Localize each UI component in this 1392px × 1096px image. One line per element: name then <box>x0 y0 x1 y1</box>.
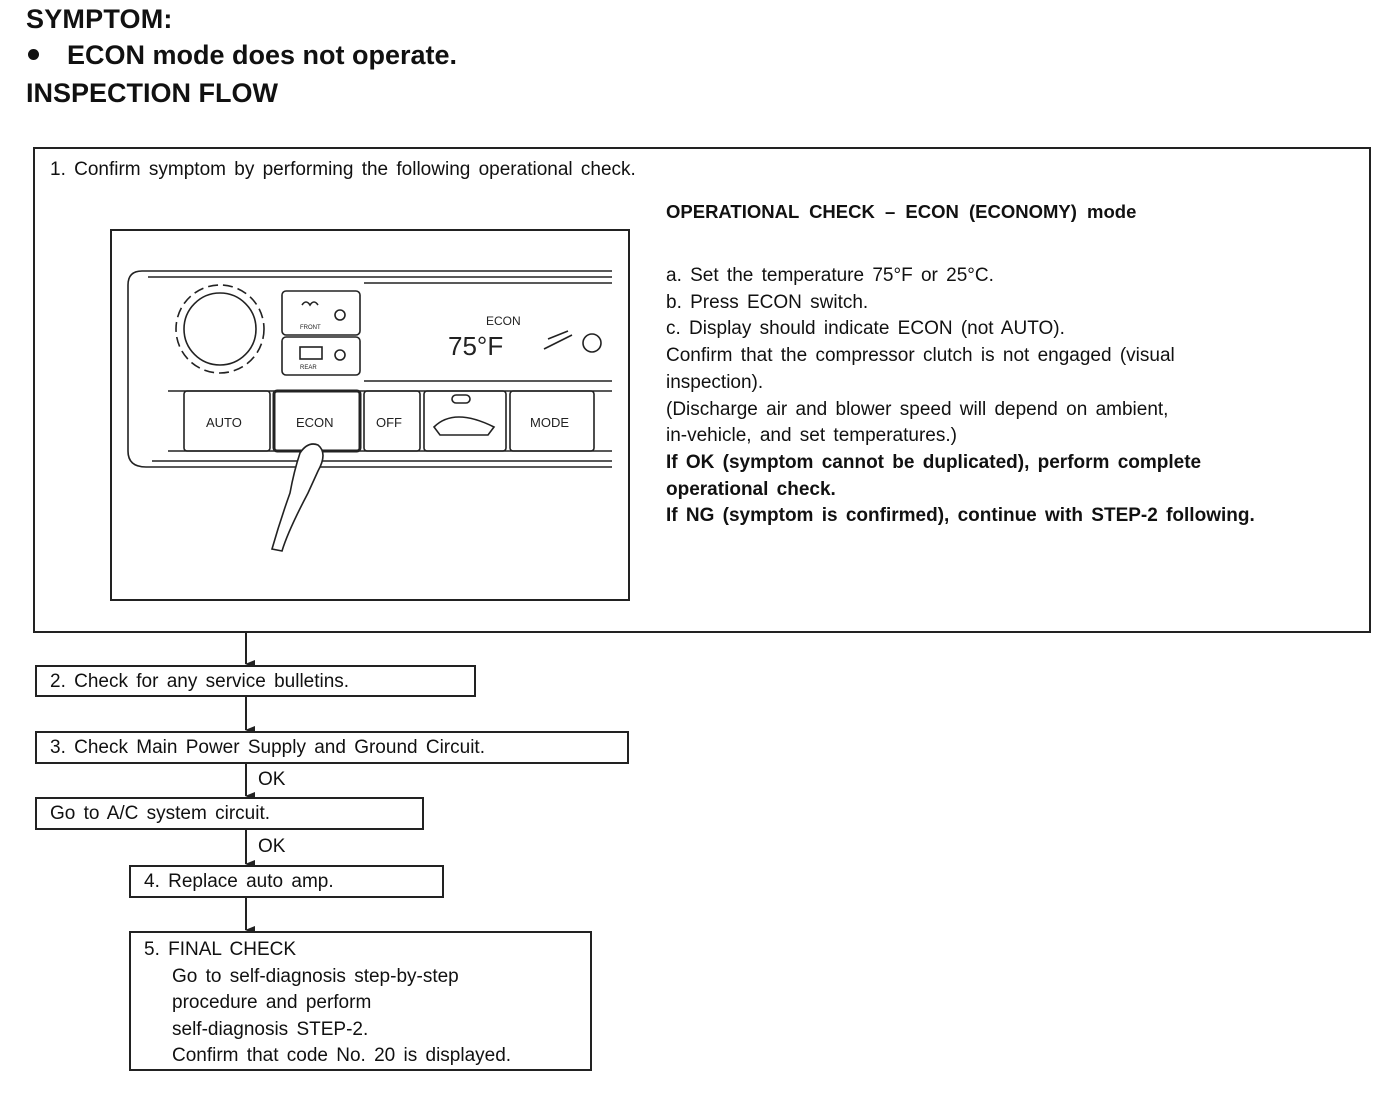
display-temp-text: 75°F <box>448 331 504 361</box>
symptom-heading: SYMPTOM: <box>26 4 173 34</box>
step-5-title: 5. FINAL CHECK <box>144 939 297 960</box>
control-panel-illustration <box>110 229 630 601</box>
step-4-box <box>129 865 444 898</box>
mode-button-label: MODE <box>530 415 569 430</box>
inspection-flow-heading: INSPECTION FLOW <box>26 78 278 108</box>
ok-label-2: OK <box>258 836 286 857</box>
step-2-box <box>35 665 476 697</box>
ac-system-label: Go to A/C system circuit. <box>50 803 270 824</box>
step-5-box <box>129 931 592 1071</box>
op-result-line: If OK (symptom cannot be duplicated), perform complete <box>666 451 1202 473</box>
control-panel-drawing <box>112 231 628 599</box>
step-1-label: 1. Confirm symptom by performing the following operational check. <box>50 159 636 180</box>
op-line: in-vehicle, and set temperatures.) <box>666 425 957 447</box>
step-3-label: 3. Check Main Power Supply and Ground Circuit. <box>50 737 485 758</box>
auto-button-label: AUTO <box>206 415 242 430</box>
off-button-label: OFF <box>376 415 402 430</box>
op-line: (Discharge air and blower speed will depend on ambient, <box>666 398 1169 420</box>
op-result-line: operational check. <box>666 478 836 500</box>
step-5-line: Confirm that code No. 20 is displayed. <box>172 1045 512 1066</box>
econ-button-label: ECON <box>296 415 334 430</box>
step-5-line: procedure and perform <box>172 992 372 1013</box>
op-line: Confirm that the compressor clutch is not engaged (visual <box>666 345 1175 367</box>
step-2-label: 2. Check for any service bulletins. <box>50 671 350 692</box>
operational-check-text <box>666 263 1356 530</box>
op-result-line: If NG (symptom is confirmed), continue with STEP-2 following. <box>666 505 1255 527</box>
op-line: inspection). <box>666 371 764 393</box>
ok-label-1: OK <box>258 769 286 790</box>
op-line: c. Display should indicate ECON (not AUTO). <box>666 318 1065 340</box>
op-line: a. Set the temperature 75°F or 25°C. <box>666 265 994 286</box>
step-5-line: self-diagnosis STEP-2. <box>172 1018 369 1040</box>
front-label: FRONT <box>300 325 321 331</box>
symptom-text: ECON mode does not operate. <box>67 40 458 70</box>
rear-label: REAR <box>300 365 317 371</box>
step-5-line: Go to self-diagnosis step-by-step <box>172 965 459 987</box>
step-3-box <box>35 731 629 764</box>
operational-check-title: OPERATIONAL CHECK – ECON (ECONOMY) mode <box>666 201 1137 222</box>
display-mode-text: ECON <box>486 314 521 328</box>
step-4-label: 4. Replace auto amp. <box>144 871 334 892</box>
ac-system-box <box>35 797 424 830</box>
op-line: b. Press ECON switch. <box>666 291 869 313</box>
